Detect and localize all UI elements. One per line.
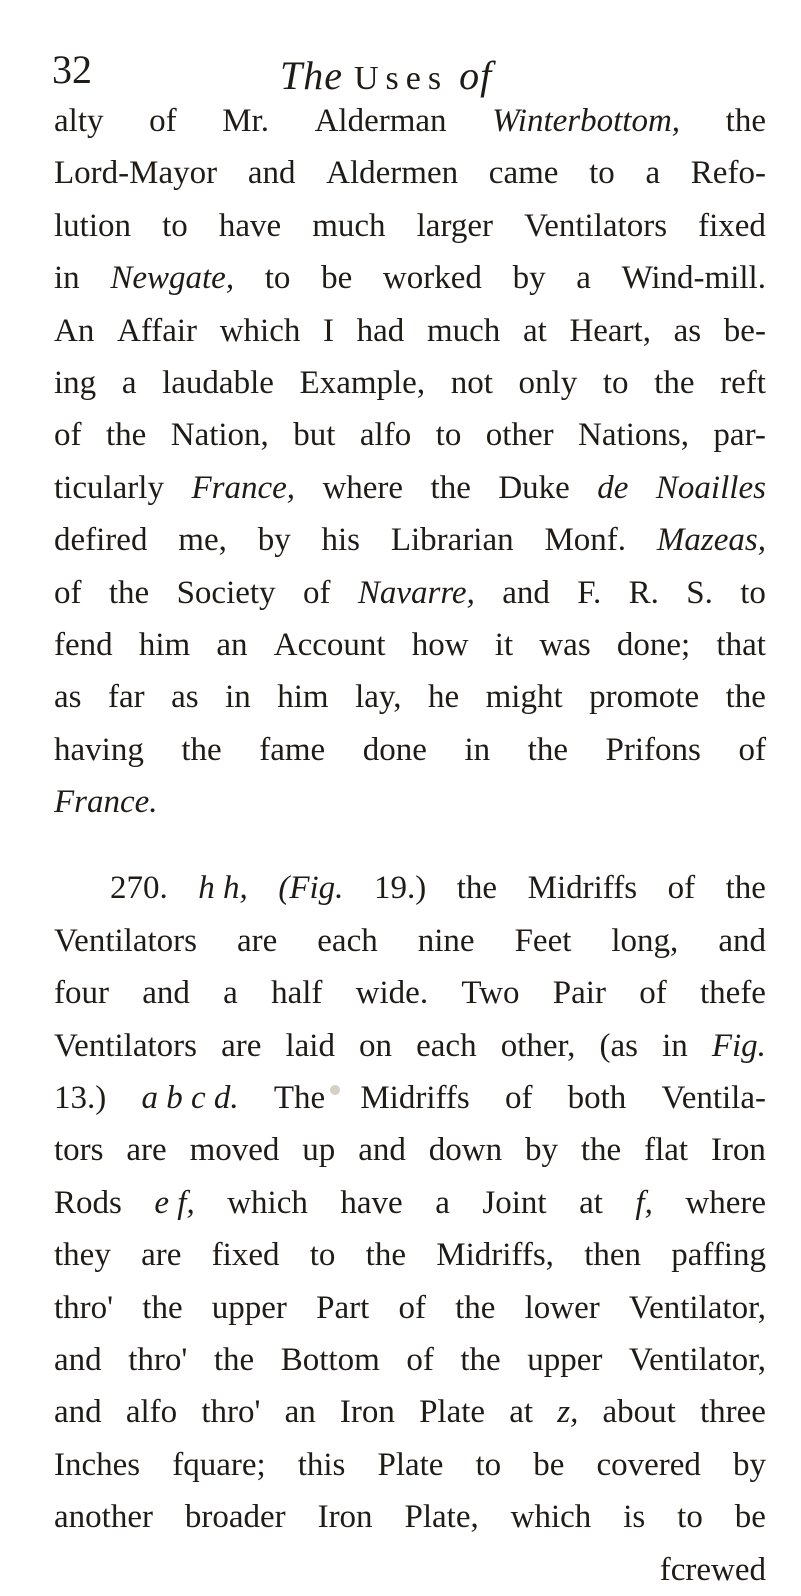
word: Joint	[482, 1184, 547, 1221]
word: in	[464, 731, 491, 768]
word: thro'	[54, 1289, 114, 1326]
word: France,	[191, 469, 295, 506]
word: the	[460, 1341, 501, 1378]
catchword: fcrewed	[659, 1551, 766, 1588]
text-line	[54, 1439, 766, 1491]
word: Nation,	[170, 417, 269, 454]
word: of	[504, 1080, 533, 1117]
word: to	[475, 1446, 502, 1483]
word: he	[428, 679, 460, 716]
word: thro'	[128, 1341, 188, 1378]
word: nine	[417, 922, 475, 959]
word: on	[359, 1027, 393, 1064]
word: by	[732, 1446, 766, 1483]
word: and	[142, 975, 190, 1012]
word: not	[450, 364, 493, 401]
paragraph-spacer	[54, 828, 766, 862]
word: long,	[611, 922, 679, 959]
page-number: 32	[52, 47, 92, 92]
word: his	[321, 522, 361, 559]
word: the	[456, 870, 498, 907]
word: ing	[54, 364, 97, 401]
word: the	[213, 1341, 255, 1378]
word: the	[580, 1132, 622, 1169]
word: both	[567, 1080, 627, 1117]
word: to	[162, 207, 188, 244]
word: par-	[713, 417, 766, 454]
text-line	[54, 1229, 766, 1281]
word: Aldermen	[326, 155, 459, 192]
word: Iron	[710, 1132, 766, 1169]
word: as	[673, 312, 702, 349]
word: and	[358, 1132, 406, 1169]
text-line	[54, 514, 766, 566]
word: only	[518, 364, 578, 401]
word: Midriffs	[527, 870, 638, 907]
text-line	[54, 1124, 766, 1176]
text-line	[54, 357, 766, 409]
word: be	[533, 1446, 565, 1483]
word: laudable	[162, 364, 274, 401]
text-line	[54, 1282, 766, 1334]
word: be-	[723, 312, 766, 349]
word: Two	[461, 975, 520, 1012]
word: the	[725, 103, 766, 139]
word: R.	[628, 574, 659, 611]
word: ticularly	[54, 469, 164, 506]
word: where	[322, 469, 404, 506]
word: of	[54, 574, 82, 611]
word: wide.	[355, 975, 429, 1012]
paper-blot	[330, 1085, 340, 1095]
word: of	[54, 417, 82, 454]
running-head-end: of	[459, 53, 493, 98]
word: that	[716, 626, 766, 663]
word: other,	[500, 1027, 576, 1064]
word: in	[662, 1027, 688, 1064]
word: a	[576, 260, 591, 297]
word: The	[273, 1080, 326, 1117]
word: de	[597, 469, 629, 506]
word: Plate	[377, 1446, 444, 1483]
word: I	[323, 312, 334, 349]
text-line	[54, 1072, 766, 1124]
paragraph-1	[54, 95, 766, 828]
word: Mr.	[222, 103, 269, 139]
word: have	[340, 1184, 403, 1221]
word: the	[181, 731, 222, 768]
word: four	[54, 975, 109, 1012]
word: Plate,	[404, 1499, 479, 1536]
word: fixed	[698, 207, 766, 244]
word: broader	[184, 1499, 286, 1536]
word: S.	[686, 574, 713, 611]
word: a	[645, 155, 661, 192]
word: Ventilators	[54, 922, 197, 959]
word: and	[247, 155, 296, 192]
running-head	[280, 53, 493, 98]
word: the	[527, 731, 568, 768]
word: Iron	[317, 1499, 373, 1536]
word: much	[312, 207, 386, 244]
word: and	[502, 574, 550, 611]
word: fame	[259, 731, 326, 768]
text-line	[54, 1491, 766, 1543]
word: reft	[720, 364, 766, 401]
word: have	[218, 207, 282, 244]
page-body	[54, 95, 766, 1596]
word: the	[105, 417, 147, 454]
text-line	[54, 1177, 766, 1229]
word: fquare;	[172, 1446, 266, 1483]
word: (as	[599, 1027, 638, 1064]
word: is	[623, 1499, 646, 1536]
word: the	[108, 574, 150, 611]
word: me,	[178, 522, 227, 559]
text-line	[54, 1334, 766, 1386]
word: Ventila-	[661, 1080, 766, 1117]
word: each	[416, 1027, 477, 1064]
word: came	[488, 155, 559, 192]
word: which	[227, 1184, 308, 1221]
word: Librarian	[390, 522, 514, 559]
word: the	[725, 679, 766, 716]
word: upper	[527, 1341, 603, 1378]
word: Bottom	[280, 1341, 380, 1378]
word: to	[740, 574, 766, 611]
word: are	[236, 922, 278, 959]
word: done	[362, 731, 427, 768]
word: as	[171, 679, 199, 716]
word: Example,	[299, 364, 426, 401]
word: Plate	[419, 1394, 486, 1431]
text-line	[54, 252, 766, 304]
word: how	[411, 626, 469, 663]
word: 270.	[110, 870, 168, 907]
word: upper	[211, 1289, 287, 1326]
word: Affair	[117, 312, 198, 349]
text-line	[54, 567, 766, 619]
word: f,	[635, 1184, 653, 1221]
word: a	[223, 975, 238, 1012]
word: of	[738, 731, 766, 768]
word: Iron	[339, 1394, 395, 1431]
text-line	[54, 671, 766, 723]
word: of	[302, 574, 331, 611]
word: h h,	[198, 870, 248, 907]
word: 19.)	[373, 870, 427, 907]
word: promote	[589, 679, 700, 716]
word: which	[510, 1499, 592, 1536]
word: flat	[644, 1132, 689, 1169]
word: much	[426, 312, 501, 349]
word: alfo	[125, 1394, 178, 1431]
word: thefe	[700, 975, 766, 1012]
word: might	[485, 679, 563, 716]
word: and	[54, 1394, 102, 1431]
word: they	[54, 1237, 111, 1274]
word: a	[435, 1184, 450, 1221]
word: Mazeas,	[656, 522, 766, 559]
word: Fig.	[711, 1027, 766, 1064]
word: 13.)	[54, 1080, 107, 1117]
word: Inches	[54, 1446, 141, 1483]
word: Navarre,	[357, 574, 475, 611]
word: An	[54, 312, 95, 349]
word: by	[512, 260, 546, 297]
text-line	[54, 147, 766, 199]
page-header	[52, 30, 752, 98]
word: z,	[557, 1394, 579, 1431]
text-line	[54, 462, 766, 514]
word: was	[539, 626, 591, 663]
word: at	[509, 1394, 534, 1431]
word: of	[149, 103, 177, 139]
word: an	[284, 1394, 316, 1431]
word: him	[277, 679, 329, 716]
word: are	[126, 1132, 167, 1169]
word: of	[406, 1341, 434, 1378]
word: by	[257, 522, 291, 559]
word: e f,	[154, 1184, 195, 1221]
text-line	[54, 915, 766, 967]
word: France.	[54, 784, 158, 821]
word: Nations,	[578, 417, 689, 454]
catchword-line	[54, 1544, 766, 1596]
word: the	[725, 870, 766, 907]
word: to	[589, 155, 615, 192]
word: had	[356, 312, 405, 349]
word: Winterbottom,	[492, 103, 681, 139]
word: done;	[616, 626, 691, 663]
word: be	[734, 1499, 766, 1536]
word: to	[602, 364, 629, 401]
word: a	[121, 364, 137, 401]
word: down	[428, 1132, 503, 1169]
text-line	[54, 967, 766, 1019]
word: paffing	[671, 1237, 766, 1274]
text-line	[54, 1020, 766, 1072]
word: in	[225, 679, 251, 716]
word: Lord-Mayor	[54, 155, 218, 192]
word: Ventilators	[524, 207, 668, 244]
text-line	[54, 200, 766, 252]
word: another	[54, 1499, 153, 1536]
word: which	[219, 312, 301, 349]
word: it	[494, 626, 514, 663]
text-line	[54, 1386, 766, 1438]
word: at	[522, 312, 547, 349]
word: Refo-	[690, 155, 766, 192]
word: Ventilator,	[628, 1289, 766, 1326]
word: three	[700, 1394, 766, 1431]
word: worked	[382, 260, 482, 297]
word: as	[54, 679, 82, 716]
word: of	[667, 870, 696, 907]
word: defired	[54, 522, 148, 559]
text-line	[54, 409, 766, 461]
word: are	[221, 1027, 262, 1064]
word: Midriffs	[360, 1080, 470, 1117]
running-head-italic: The	[280, 53, 343, 98]
word: Prifons	[605, 731, 701, 768]
word: be	[321, 260, 353, 297]
paragraph-2	[54, 862, 766, 1543]
word: the	[654, 364, 695, 401]
word: F.	[577, 574, 602, 611]
word: Pair	[552, 975, 606, 1012]
word: Account	[273, 626, 386, 663]
word: the	[365, 1237, 406, 1274]
word: Duke	[498, 469, 570, 506]
word: other	[485, 417, 554, 454]
word: by	[524, 1132, 558, 1169]
word: Newgate,	[110, 260, 235, 297]
word: the	[455, 1289, 496, 1326]
word: and	[54, 1341, 102, 1378]
text-line	[54, 305, 766, 357]
word: this	[297, 1446, 346, 1483]
word: the	[142, 1289, 183, 1326]
word: and	[718, 922, 766, 959]
word: of	[639, 975, 667, 1012]
word: Society	[176, 574, 276, 611]
word: Alderman	[314, 103, 447, 139]
word: then	[584, 1237, 642, 1274]
word: (Fig.	[278, 870, 344, 907]
text-line	[54, 724, 766, 776]
word: laid	[285, 1027, 335, 1064]
word: covered	[596, 1446, 701, 1483]
word: half	[271, 975, 323, 1012]
word: lay,	[355, 679, 402, 716]
word: lution	[54, 207, 132, 244]
word: at	[579, 1184, 603, 1221]
word: of	[398, 1289, 426, 1326]
word: tors	[54, 1132, 104, 1169]
word: are	[141, 1237, 182, 1274]
word: Part	[316, 1289, 370, 1326]
word: about	[602, 1394, 676, 1431]
word: up	[302, 1132, 336, 1169]
word: a b c d.	[141, 1080, 239, 1117]
word: the	[430, 469, 471, 506]
word: fixed	[211, 1237, 280, 1274]
word: each	[317, 922, 378, 959]
word: fend	[54, 626, 113, 663]
word: Noailles	[655, 469, 766, 506]
word: thro'	[201, 1394, 261, 1431]
word: Midriffs,	[436, 1237, 554, 1274]
text-line	[54, 619, 766, 671]
word: in	[54, 260, 80, 297]
word: alfo	[359, 417, 412, 454]
word: an	[216, 626, 248, 663]
word: lower	[524, 1289, 600, 1326]
word: moved	[189, 1132, 280, 1169]
word: to	[309, 1237, 336, 1274]
word: him	[138, 626, 191, 663]
word: alty	[54, 103, 104, 139]
text-line	[54, 776, 766, 828]
word: to	[264, 260, 291, 297]
word: Feet	[514, 922, 572, 959]
word: Ventilators	[54, 1027, 197, 1064]
word: Wind-mill.	[621, 260, 766, 297]
word: far	[107, 679, 145, 716]
word: to	[677, 1499, 703, 1536]
word: Rods	[54, 1184, 122, 1221]
text-line	[54, 862, 766, 914]
word: Ventilator,	[628, 1341, 766, 1378]
word: but	[293, 417, 336, 454]
word: Monf.	[544, 522, 627, 559]
running-head-caps: Uses	[354, 60, 449, 97]
word: to	[435, 417, 462, 454]
word: Heart,	[569, 312, 651, 349]
word: larger	[416, 207, 493, 244]
text-line	[54, 95, 766, 147]
word: where	[685, 1184, 766, 1221]
word: having	[54, 731, 144, 768]
